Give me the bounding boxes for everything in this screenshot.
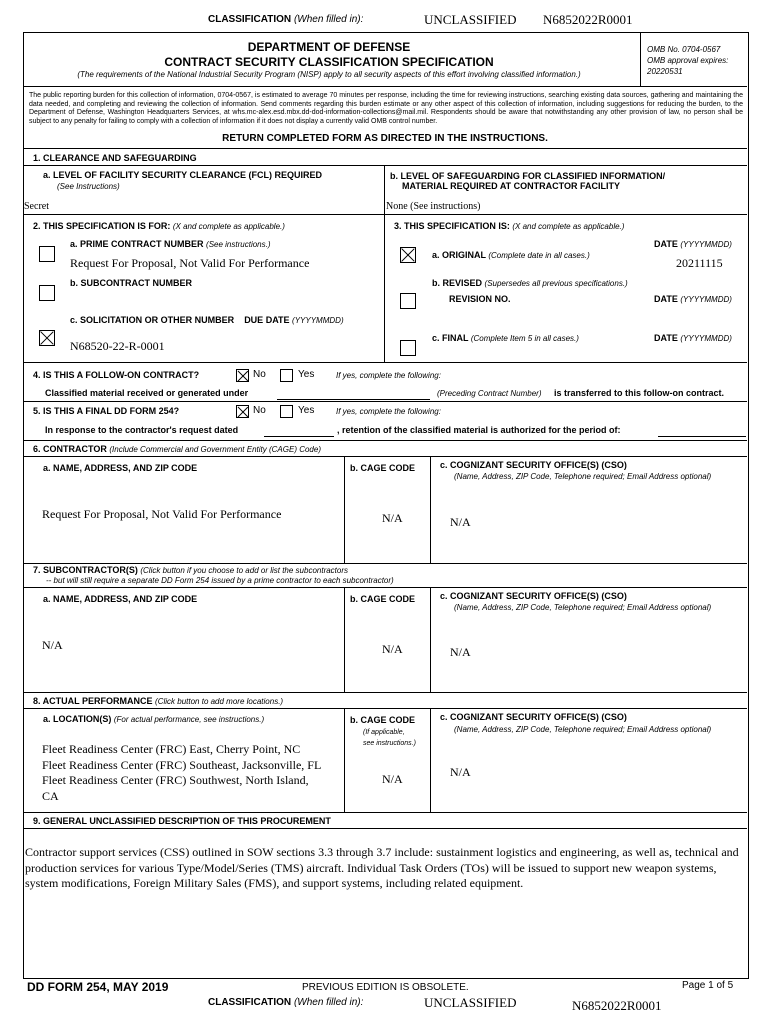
title-subtitle: (The requirements of the National Industrial Security Program (NISP) apply to all security aspects of this effort involving classified information.) bbox=[77, 70, 581, 79]
location-cso-field[interactable]: N/A bbox=[450, 765, 471, 779]
followon-no-label: No bbox=[253, 369, 266, 380]
solicitation-number-field[interactable]: N68520-22-R-0001 bbox=[70, 339, 165, 353]
header-classification-label: CLASSIFICATION (When filled in): bbox=[208, 14, 364, 25]
footer-classification-value: UNCLASSIFIED bbox=[424, 995, 517, 1010]
contractor-cso-field[interactable]: N/A bbox=[450, 515, 471, 529]
final-date-label: DATE (YYYYMMDD) bbox=[654, 333, 732, 343]
subcontractor-name-field[interactable]: N/A bbox=[42, 638, 63, 652]
subcontractor-cso-field[interactable]: N/A bbox=[450, 645, 471, 659]
final-label: c. FINAL (Complete Item 5 in all cases.) bbox=[432, 333, 579, 343]
footer-obsolete: PREVIOUS EDITION IS OBSOLETE. bbox=[302, 982, 469, 993]
followon-yes-label: Yes bbox=[298, 369, 315, 380]
request-date-field[interactable] bbox=[264, 436, 334, 437]
section6-heading: 6. CONTRACTOR (Include Commercial and Government Entity (CAGE) Code) bbox=[33, 444, 321, 454]
location-label: a. LOCATION(S) (For actual performance, see instructions.) bbox=[43, 714, 265, 724]
original-date-field[interactable]: 20211115 bbox=[676, 256, 723, 270]
section1b-label: b. LEVEL OF SAFEGUARDING FOR CLASSIFIED INFORMATION/ MATERIAL REQUIRED AT CONTRACTOR FACILITY bbox=[390, 171, 666, 191]
location-cso-label: c. COGNIZANT SECURITY OFFICE(S) (CSO) bbox=[440, 712, 627, 722]
section4-question: 4. IS THIS A FOLLOW-ON CONTRACT? bbox=[33, 370, 200, 380]
subcontractor-name-label: a. NAME, ADDRESS, AND ZIP CODE bbox=[43, 594, 198, 604]
followon-yes-checkbox[interactable] bbox=[280, 369, 293, 382]
followon-line-a: Classified material received or generated under bbox=[45, 388, 249, 398]
subcontractor-cso-hint: (Name, Address, ZIP Code, Telephone required; Email Address optional) bbox=[454, 603, 712, 612]
title-line1: DEPARTMENT OF DEFENSE bbox=[247, 40, 411, 54]
subcontract-label: b. SUBCONTRACT NUMBER bbox=[70, 278, 192, 288]
original-label: a. ORIGINAL (Complete date in all cases.) bbox=[432, 250, 590, 260]
final-dd254-line-b: , retention of the classified material is authorized for the period of: bbox=[337, 425, 621, 435]
title-line2: CONTRACT SECURITY CLASSIFICATION SPECIFICATION bbox=[164, 55, 494, 69]
header-document-id: N6852022R0001 bbox=[543, 12, 633, 27]
fcl-level-field[interactable]: Secret bbox=[24, 201, 49, 212]
section1a-hint: (See Instructions) bbox=[57, 182, 120, 191]
section7-hint2: -- but will still require a separate DD Form 254 issued by a prime contractor to each subcontractor) bbox=[46, 576, 394, 585]
subcontract-checkbox[interactable] bbox=[39, 285, 55, 301]
followon-line-b: is transferred to this follow-on contract. bbox=[554, 388, 725, 398]
location-field[interactable] bbox=[42, 742, 321, 804]
final-dd254-no-label: No bbox=[253, 405, 266, 416]
section7-heading: 7. SUBCONTRACTOR(S) (Click button if you choose to add or list the subcontractors bbox=[33, 565, 349, 575]
location-cage-field[interactable]: N/A bbox=[382, 772, 403, 786]
prime-contract-number-field[interactable]: Request For Proposal, Not Valid For Performance bbox=[70, 256, 310, 270]
contractor-cage-label: b. CAGE CODE bbox=[350, 463, 416, 473]
solicitation-label: c. SOLICITATION OR OTHER NUMBER DUE DATE (YYYYMMDD) bbox=[70, 315, 344, 325]
followon-if-yes: If yes, complete the following: bbox=[336, 371, 441, 380]
contractor-name-label: a. NAME, ADDRESS, AND ZIP CODE bbox=[43, 463, 198, 473]
location-cso-hint: (Name, Address, ZIP Code, Telephone required; Email Address optional) bbox=[454, 725, 712, 734]
footer-page-number: Page 1 of 5 bbox=[682, 980, 734, 991]
prime-contract-checkbox[interactable] bbox=[39, 246, 55, 262]
subcontractor-cage-field[interactable]: N/A bbox=[382, 642, 403, 656]
revised-label: b. REVISED (Supersedes all previous specifications.) bbox=[432, 278, 628, 288]
followon-no-checkbox[interactable] bbox=[236, 369, 249, 382]
location-cage-label: b. CAGE CODE bbox=[350, 715, 416, 725]
location-cage-hint: (If applicable, see instructions.) bbox=[363, 729, 416, 747]
preceding-contract-field[interactable] bbox=[277, 399, 430, 400]
procurement-description-field[interactable]: Contractor support services (CSS) outlined in SOW sections 3.3 through 3.7 include: sustainment logistics and engineering, as well as, technical and production services for various Type/Model/Series (TMS) aircraft. Individual Task Orders (TOs) will be issued to support new weapon systems, system modifications, Foreign Military Sales (FMS), and support systems, including related equipment. bbox=[25, 845, 739, 890]
omb-info: OMB No. 0704-0567 OMB approval expires: 20220531 bbox=[647, 45, 729, 76]
final-dd254-yes-label: Yes bbox=[298, 405, 315, 416]
location-line: Fleet Readiness Center (FRC) East, Cherry Point, NC bbox=[42, 742, 301, 756]
contractor-name-field[interactable]: Request For Proposal, Not Valid For Performance bbox=[42, 507, 282, 521]
subcontractor-cso-label: c. COGNIZANT SECURITY OFFICE(S) (CSO) bbox=[440, 591, 627, 601]
safeguarding-level-field[interactable]: None (See instructions) bbox=[386, 201, 481, 212]
location-line: Fleet Readiness Center (FRC) Southwest, North Island, bbox=[42, 773, 309, 787]
footer-form-name: DD FORM 254, MAY 2019 bbox=[27, 980, 169, 994]
contractor-cage-field[interactable]: N/A bbox=[382, 511, 403, 525]
subcontractor-cage-label: b. CAGE CODE bbox=[350, 594, 416, 604]
footer-document-id: N6852022R0001 bbox=[572, 998, 662, 1013]
section2-heading: 2. THIS SPECIFICATION IS FOR: (X and complete as applicable.) bbox=[33, 221, 285, 231]
return-instructions: RETURN COMPLETED FORM AS DIRECTED IN THE INSTRUCTIONS. bbox=[222, 133, 548, 144]
section8-heading: 8. ACTUAL PERFORMANCE (Click button to add more locations.) bbox=[33, 696, 284, 706]
contractor-cso-hint: (Name, Address, ZIP Code, Telephone required; Email Address optional) bbox=[454, 472, 712, 481]
revised-date-label: DATE (YYYYMMDD) bbox=[654, 294, 732, 304]
contractor-cso-label: c. COGNIZANT SECURITY OFFICE(S) (CSO) bbox=[440, 460, 627, 470]
final-dd254-yes-checkbox[interactable] bbox=[280, 405, 293, 418]
section3a-date-label: DATE (YYYYMMDD) bbox=[654, 239, 732, 249]
original-checkbox[interactable] bbox=[400, 247, 416, 263]
location-line: CA bbox=[42, 788, 59, 803]
header-classification-value: UNCLASSIFIED bbox=[424, 12, 517, 27]
section3-heading: 3. THIS SPECIFICATION IS: (X and complete as applicable.) bbox=[394, 221, 625, 231]
solicitation-checkbox[interactable] bbox=[39, 330, 55, 346]
revision-no-label: REVISION NO. bbox=[449, 294, 511, 304]
final-dd254-if-yes: If yes, complete the following: bbox=[336, 407, 441, 416]
burden-statement: The public reporting burden for this collection of information, 0704-0567, is estimated to average 70 minutes per response, including the time for reviewing instructions, searching existing data sources, gathering and maintaining the data needed, and completing and reviewing the collection of information. Send comments regarding this burden estimate or any other aspect of this collection of information, including suggestions for reducing the burden, to the Department of Defense, Washington Headquarters Services, at whs.mc-alex.esd.mbx.dd-dod-information-collections@mail.mil. Respondents should be aware that notwithstanding any other provision of law, no person shall be subject to any penalty for failing to comply with a collection of information if it does not display a currently valid OMB control number. bbox=[29, 92, 743, 125]
preceding-contract-hint: (Preceding Contract Number) bbox=[437, 389, 542, 398]
footer-classification-label: CLASSIFICATION (When filled in): bbox=[208, 997, 364, 1008]
section1-heading: 1. CLEARANCE AND SAFEGUARDING bbox=[33, 153, 197, 163]
section9-heading: 9. GENERAL UNCLASSIFIED DESCRIPTION OF THIS PROCUREMENT bbox=[33, 816, 331, 826]
revised-checkbox[interactable] bbox=[400, 293, 416, 309]
retention-period-field[interactable] bbox=[658, 436, 746, 437]
location-line: Fleet Readiness Center (FRC) Southeast, Jacksonville, FL bbox=[42, 757, 322, 772]
final-dd254-no-checkbox[interactable] bbox=[236, 405, 249, 418]
section5-question: 5. IS THIS A FINAL DD FORM 254? bbox=[33, 406, 180, 416]
section1a-label: a. LEVEL OF FACILITY SECURITY CLEARANCE (FCL) REQUIRED bbox=[43, 170, 323, 180]
final-checkbox[interactable] bbox=[400, 340, 416, 356]
final-dd254-line-a: In response to the contractor's request dated bbox=[45, 425, 239, 435]
prime-contract-label: a. PRIME CONTRACT NUMBER (See instructions.) bbox=[70, 239, 271, 249]
